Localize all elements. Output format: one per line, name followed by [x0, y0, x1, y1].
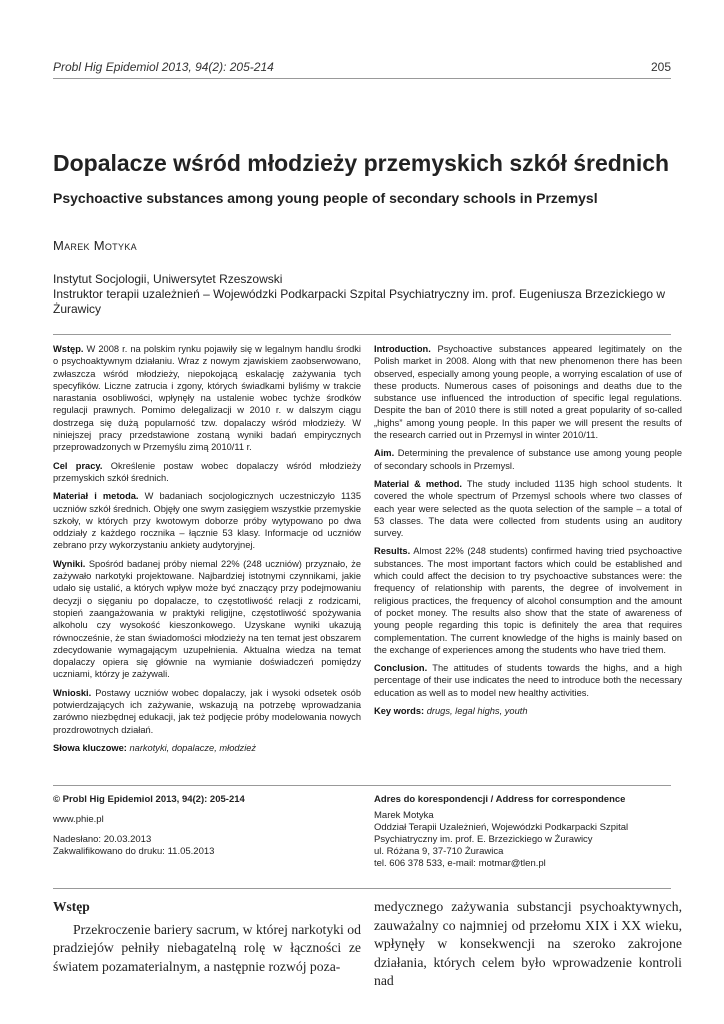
abstract-paragraph: Wstęp. W 2008 r. na polskim rynku pojawiły się w legalnym handlu środki o psychoaktywnym działaniu. Wraz z nowym zjawiskiem zaobserwowano, zwłaszcza wśród młodzieży, niepokojącą eskalację zażywania tych specyfików. Liczne zatrucia i zgony, których świadkami byliśmy w trakcie narastania osobliwości, wpłynęły na ustalenie wobec tychże środków regulacji prawnych. Pomimo delegalizacji w 2010 r. w dalszym ciągu dostrzega się dużą popularność tzw. dopalaczy wśród młodzieży. W niniejszej pracy przedstawione zostaną wyniki badań empirycznych przeprowadzonych w Przemyślu zimą 2010/11 r. — [53, 344, 361, 453]
divider — [53, 785, 671, 786]
divider — [53, 334, 671, 335]
abstract-paragraph: Results. Almost 22% (248 students) confirmed having tried psychoactive substances. The most important factors which could be established and which could affect the decision to try psychoactive substances were: the frequency of relationship with parents, the degree of involvement in religious practices, the frequency of alcohol consumption and the amount of pocket money. The results also show that the state of awareness of young people regarding this topic is definitely the area that requires complementation. The current knowledge of the highs is mainly based on the exchange of experiences among the students who have tried them. — [374, 546, 682, 655]
keywords-polish: Słowa kluczowe: narkotyki, dopalacze, młodzież — [53, 742, 257, 753]
copyright-line: © Probl Hig Epidemiol 2013, 94(2): 205-214 — [53, 794, 245, 805]
correspondence-info — [374, 794, 684, 870]
affiliation — [53, 272, 671, 317]
address-line: Marek Motyka — [374, 810, 434, 821]
body-paragraph: medycznego zażywania substancji psychoaktywnych, zauważalny co najmniej od przełomu XIX i XX wieku, wpłynęły w konsekwencji na szeroko zakrojone działania, których celem było wprowadzenie kontroli nad — [374, 899, 682, 988]
affiliation-line: Instytut Socjologii, Uniwersytet Rzeszowski — [53, 272, 283, 286]
page-number: 205 — [650, 60, 671, 74]
abstract-paragraph: Cel pracy. Określenie postaw wobec dopalaczy wśród młodzieży przemyskich szkół średnich. — [53, 460, 361, 483]
publication-info — [53, 794, 353, 866]
running-header — [53, 60, 671, 79]
journal-citation: Probl Hig Epidemiol 2013, 94(2): 205-214 — [53, 60, 274, 74]
received-date: Nadesłano: 20.03.2013 — [53, 834, 152, 845]
author-name: Marek Motyka — [53, 238, 137, 253]
address-line: tel. 606 378 533, e-mail: motmar@tlen.pl — [374, 858, 546, 869]
affiliation-line: Instruktor terapii uzależnień – Wojewódzki Podkarpacki Szpital Psychiatryczny im. prof. Eugeniusza Brzezickiego w Żurawicy — [53, 287, 666, 316]
abstract-paragraph: Wnioski. Postawy uczniów wobec dopalaczy, jak i wysoki odsetek osób potwierdzających ich zażywanie, wskazują na potrzebę wprowadzania zarówno niezbędnej edukacji, jak też podjęcie próby modelowania nowych prozdrowotnych działań. — [53, 687, 361, 735]
body-column-right — [374, 898, 682, 991]
accepted-date: Zakwalifikowano do druku: 11.05.2013 — [53, 846, 215, 857]
address-line: Oddział Terapii Uzależnień, Wojewódzki Podkarpacki Szpital — [374, 822, 629, 833]
abstract-english — [374, 343, 682, 723]
body-paragraph: Przekroczenie bariery sacrum, w której narkotyki od pradziejów pełniły niebagatelną rolę w łączności ze światem pozamaterialnym, a następnie rozwój poza- — [53, 921, 361, 974]
body-column-left — [53, 898, 361, 976]
abstract-paragraph: Conclusion. The attitudes of students towards the highs, and a high percentage of their use indicates the need to introduce both the necessary education as well as to model new healthy activities. — [374, 663, 682, 698]
abstract-polish — [53, 343, 361, 760]
article-subtitle: Psychoactive substances among young people of secondary schools in Przemysl — [53, 190, 598, 206]
abstract-paragraph: Wyniki. Spośród badanej próby niemal 22% (248 uczniów) przyznało, że zażywało narkotyki projektowane. Najbardziej istotnymi czynnikami, jakie udało się ustalić, a których wpływ może być znaczący przy podejmowaniu decyzji o sięganiu po dopalacze, to częstotliwość relacji z rodzicami, stopień zaangażowania w praktyki religijne, częstotliwość spożywania alkoholu czy wysokość kieszonkowego. Uzyskane wyniki ukazują równocześnie, że stan świadomości młodzieży na ten temat jest obszarem zdecydowanie wymagającym uzupełnienia. Aktualna wiedza na temat dopalaczy opiera się głównie na wymianie doświadczeń pomiędzy uczniami, którzy je zażywali. — [53, 558, 361, 680]
divider — [53, 888, 671, 889]
abstract-paragraph: Aim. Determining the prevalence of substance use among young people of secondary schools in Przemysl. — [374, 448, 682, 471]
correspondence-heading: Adres do korespondencji / Address for correspondence — [374, 794, 626, 805]
section-heading: Wstęp — [53, 899, 90, 914]
address-line: Psychiatryczny im. prof. E. Brzezickiego w Żurawicy — [374, 834, 593, 845]
abstract-paragraph: Materiał i metoda. W badaniach socjologicznych uczestniczyło 1135 uczniów szkół średnich. Objęły one swym zasięgiem wszystkie przemyskie szkoły, w których przy kwotowym doborze próby wytypowano po dwa oddziały z każdego rocznika – łącznie 53 klasy. Informacje od uczniów zebrano przy wykorzystaniu ankiety audytoryjnej. — [53, 491, 361, 551]
article-title: Dopalacze wśród młodzieży przemyskich szkół średnich — [53, 150, 670, 176]
journal-url[interactable]: www.phie.pl — [53, 814, 104, 825]
address-line: ul. Różana 9, 37-710 Żurawica — [374, 846, 504, 857]
abstract-paragraph: Material & method. The study included 1135 high school students. It covered the whole spectrum of Przemysl schools where two classes of each year were selected as the quota selection of the sample – a total of 53 classes. The data were collected from students using an auditory survey. — [374, 478, 682, 539]
abstract-paragraph: Introduction. Psychoactive substances appeared legitimately on the Polish market in 2008. Along with that new phenomenon there has been observed, especially among young people, a worrying escalation of use of these products. Numerous cases of poisonings and deaths due to the substance use influenced the introduction of specific legal regulations. Despite the ban of 2010 there is still noted a great popularity of so-called „highs” among young people. In this paper we will present the results of the research carried out in Przemysl in winter 2010/11. — [374, 344, 682, 441]
keywords-english: Key words: drugs, legal highs, youth — [374, 706, 528, 717]
